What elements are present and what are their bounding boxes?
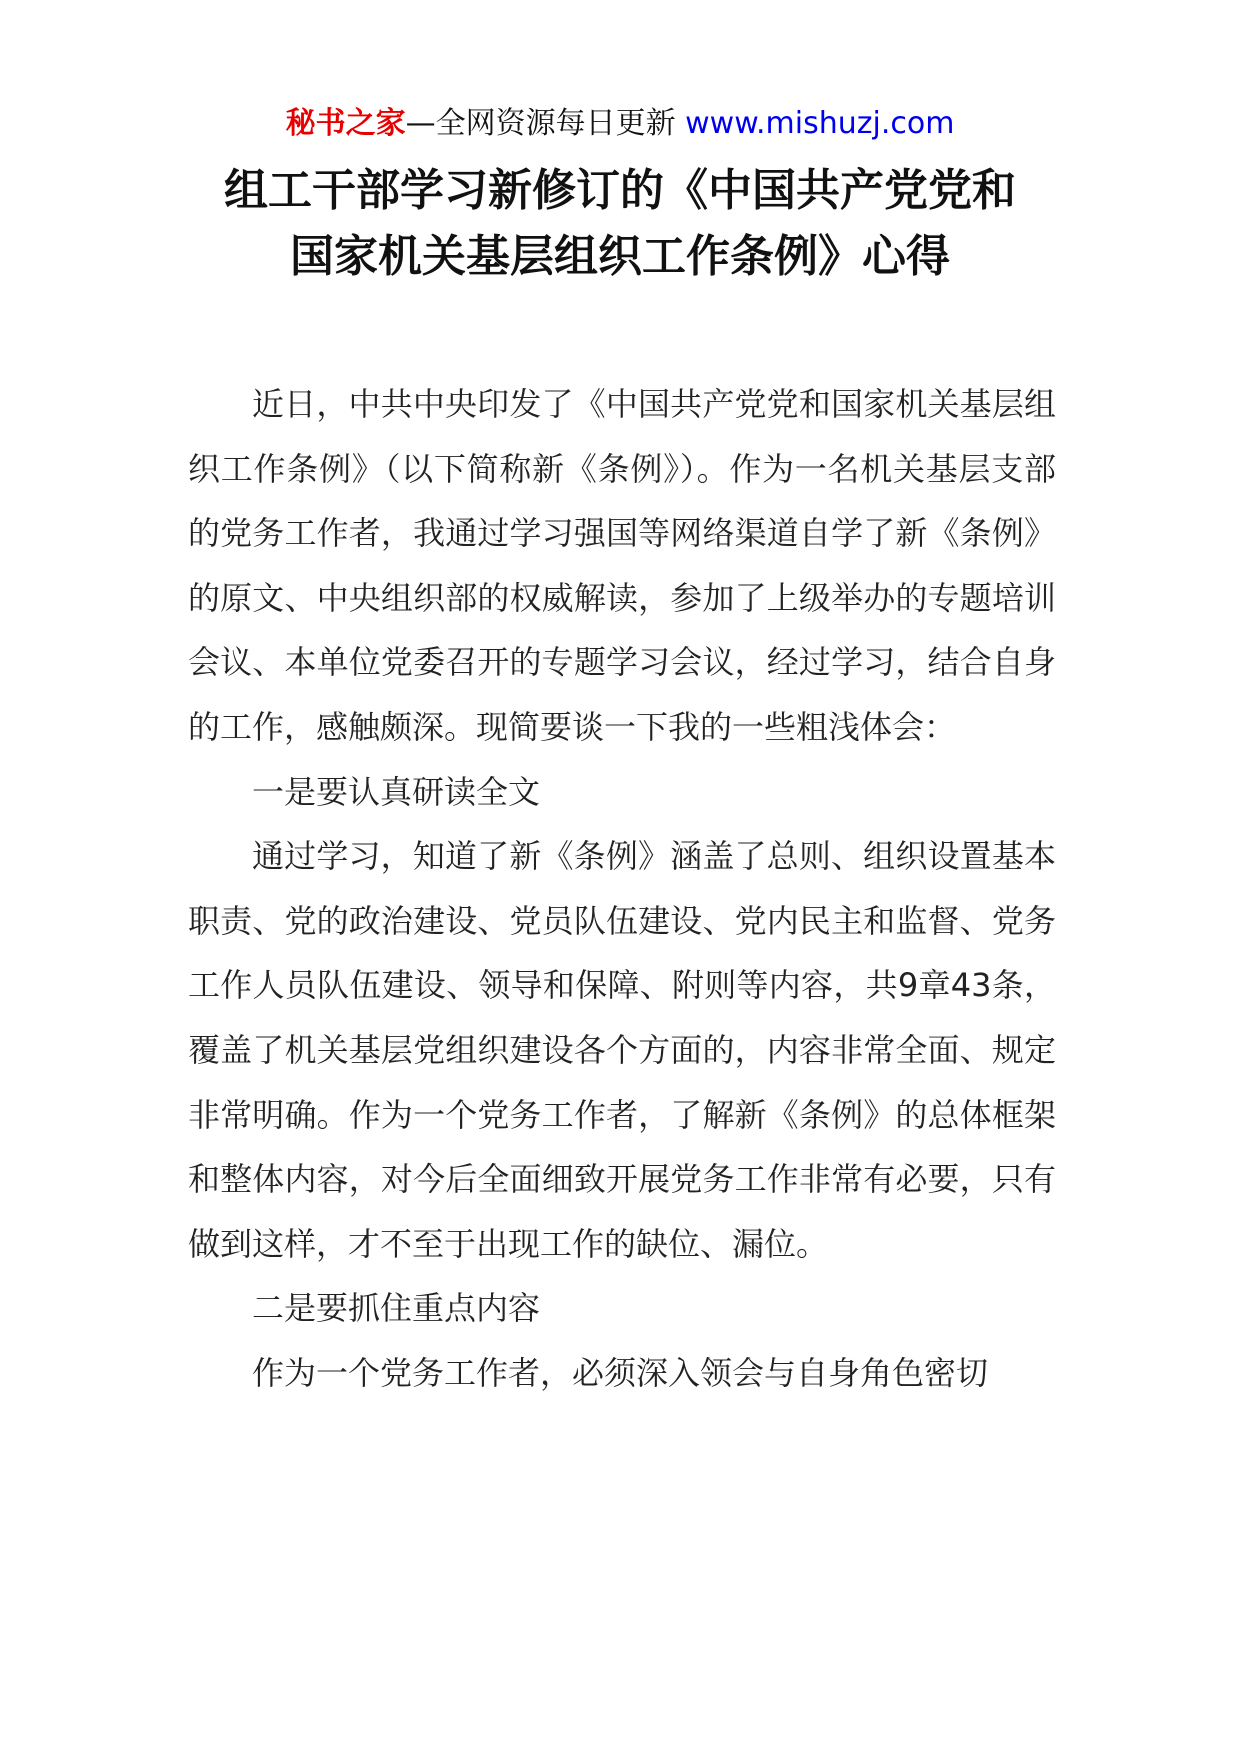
title-line-1: 组工干部学习新修订的《中国共产党党和 bbox=[224, 165, 1016, 216]
intro-paragraph: 近日，中共中央印发了《中国共产党党和国家机关基层组织工作条例》（以下简称新《条例》）。作为一名机关基层支部的党务工作者，我通过学习强国等网络渠道自学了新《条例》的原文、中央组织部的权威解读，参加了上级举办的专题培训会议、本单位党委召开的专题学习会议，经过学习，结合自身的工作，感触颇深。现简要谈一下我的一些粗浅体会： bbox=[188, 385, 1056, 746]
site-url-link[interactable]: www.mishuzj.com bbox=[685, 106, 955, 141]
document-title bbox=[0, 158, 1240, 290]
site-tagline: —全网资源每日更新 bbox=[405, 106, 676, 141]
document-body bbox=[188, 372, 1056, 1406]
body-paragraph-2: 作为一个党务工作者，必须深入领会与自身角色密切 bbox=[252, 1353, 989, 1392]
site-header bbox=[0, 104, 1240, 144]
section-heading-2: 二是要抓住重点内容 bbox=[252, 1289, 541, 1328]
body-paragraph-1: 通过学习，知道了新《条例》涵盖了总则、组织设置基本职责、党的政治建设、党员队伍建设、党内民主和监督、党务工作人员队伍建设、领导和保障、附则等内容，共9章43条，覆盖了机关基层党组织建设各个方面的，内容非常全面、规定非常明确。作为一个党务工作者，了解新《条例》的总体框架和整体内容，对今后全面细致开展党务工作非常有必要，只有做到这样，才不至于出现工作的缺位、漏位。 bbox=[188, 837, 1056, 1263]
title-line-2: 国家机关基层组织工作条例》心得 bbox=[290, 231, 950, 282]
section-heading-1: 一是要认真研读全文 bbox=[252, 772, 541, 811]
site-name: 秘书之家 bbox=[285, 106, 406, 141]
